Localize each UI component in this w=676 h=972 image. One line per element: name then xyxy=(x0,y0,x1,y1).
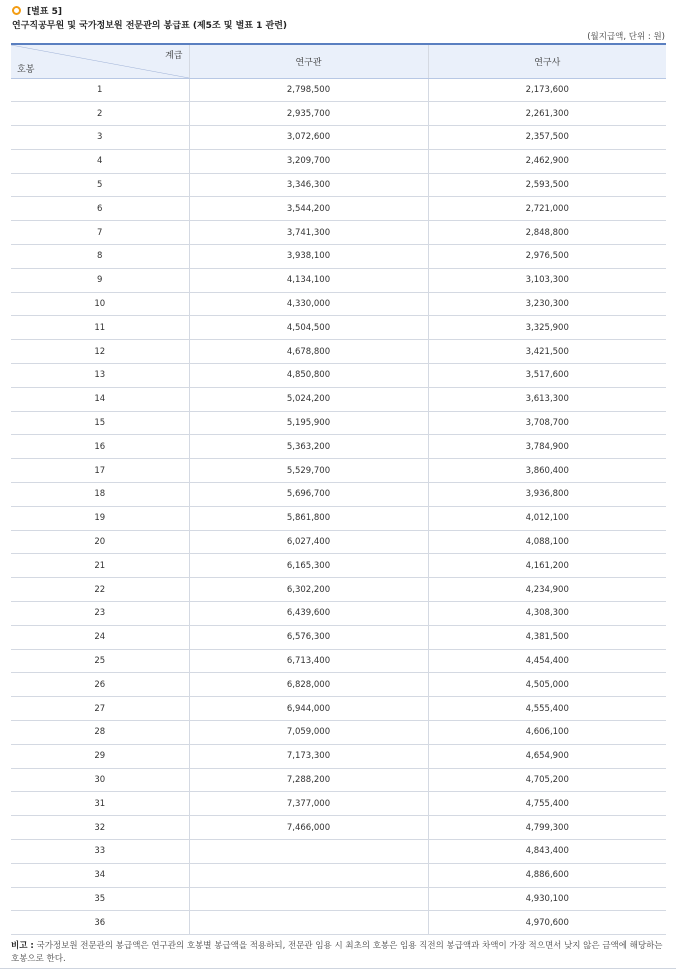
researcher-salary-cell: 2,357,500 xyxy=(428,126,666,150)
step-cell: 27 xyxy=(11,697,189,721)
researcher-salary-cell: 4,755,400 xyxy=(428,792,666,816)
senior-salary-cell xyxy=(189,911,428,935)
step-cell: 17 xyxy=(11,459,189,483)
researcher-salary-cell: 2,261,300 xyxy=(428,102,666,126)
table-row xyxy=(11,840,666,864)
researcher-salary-cell: 4,970,600 xyxy=(428,911,666,935)
table-row xyxy=(11,816,666,840)
researcher-salary-cell: 4,088,100 xyxy=(428,530,666,554)
table-row xyxy=(11,673,666,697)
researcher-salary-cell: 3,230,300 xyxy=(428,292,666,316)
senior-salary-cell: 5,363,200 xyxy=(189,435,428,459)
senior-salary-cell: 7,059,000 xyxy=(189,721,428,745)
researcher-salary-cell: 3,103,300 xyxy=(428,268,666,292)
researcher-salary-cell: 4,705,200 xyxy=(428,768,666,792)
table-row xyxy=(11,768,666,792)
step-cell: 14 xyxy=(11,387,189,411)
researcher-salary-cell: 2,593,500 xyxy=(428,173,666,197)
step-cell: 8 xyxy=(11,245,189,269)
appendix-label: [별표 5] xyxy=(27,6,63,17)
step-cell: 19 xyxy=(11,506,189,530)
title-row xyxy=(12,4,662,16)
table-row xyxy=(11,268,666,292)
senior-salary-cell xyxy=(189,887,428,911)
table-row xyxy=(11,221,666,245)
researcher-salary-cell: 3,517,600 xyxy=(428,364,666,388)
step-cell: 21 xyxy=(11,554,189,578)
table-row xyxy=(11,245,666,269)
step-cell: 3 xyxy=(11,126,189,150)
title-block xyxy=(12,4,662,32)
table-row xyxy=(11,792,666,816)
senior-salary-cell: 6,165,300 xyxy=(189,554,428,578)
senior-salary-cell: 7,377,000 xyxy=(189,792,428,816)
table-body xyxy=(11,78,666,935)
table-row xyxy=(11,911,666,935)
senior-salary-cell: 7,466,000 xyxy=(189,816,428,840)
researcher-salary-cell: 3,784,900 xyxy=(428,435,666,459)
senior-salary-cell: 4,850,800 xyxy=(189,364,428,388)
table-row xyxy=(11,649,666,673)
step-cell: 20 xyxy=(11,530,189,554)
step-cell: 11 xyxy=(11,316,189,340)
table-row xyxy=(11,78,666,102)
step-cell: 26 xyxy=(11,673,189,697)
researcher-salary-cell: 3,708,700 xyxy=(428,411,666,435)
senior-salary-cell: 3,209,700 xyxy=(189,149,428,173)
step-cell: 35 xyxy=(11,887,189,911)
table-row xyxy=(11,459,666,483)
senior-salary-cell xyxy=(189,863,428,887)
researcher-salary-cell: 4,843,400 xyxy=(428,840,666,864)
table-row xyxy=(11,578,666,602)
table-row xyxy=(11,554,666,578)
step-cell: 2 xyxy=(11,102,189,126)
senior-salary-cell: 3,938,100 xyxy=(189,245,428,269)
remark-note xyxy=(11,940,666,966)
circle-bullet-icon xyxy=(12,6,21,15)
step-cell: 7 xyxy=(11,221,189,245)
table-row xyxy=(11,173,666,197)
step-cell: 36 xyxy=(11,911,189,935)
step-cell: 15 xyxy=(11,411,189,435)
remark-label: 비고 : xyxy=(11,941,34,951)
table-row xyxy=(11,340,666,364)
step-cell: 4 xyxy=(11,149,189,173)
grade-header-label: 계급 xyxy=(165,51,183,61)
table-row xyxy=(11,625,666,649)
corner-header-cell xyxy=(11,44,189,78)
step-cell: 9 xyxy=(11,268,189,292)
column-header-researcher-senior: 연구관 xyxy=(189,44,428,78)
unit-note: (월지급액, 단위 : 원) xyxy=(587,32,665,42)
senior-salary-cell: 4,134,100 xyxy=(189,268,428,292)
researcher-salary-cell: 4,381,500 xyxy=(428,625,666,649)
step-cell: 25 xyxy=(11,649,189,673)
step-cell: 1 xyxy=(11,78,189,102)
researcher-salary-cell: 4,555,400 xyxy=(428,697,666,721)
senior-salary-cell: 7,173,300 xyxy=(189,744,428,768)
researcher-salary-cell: 2,976,500 xyxy=(428,245,666,269)
step-cell: 30 xyxy=(11,768,189,792)
researcher-salary-cell: 3,325,900 xyxy=(428,316,666,340)
table-row xyxy=(11,483,666,507)
table-title: 연구직공무원 및 국가정보원 전문관의 봉급표 (제5조 및 별표 1 관련) xyxy=(12,21,287,31)
researcher-salary-cell: 2,173,600 xyxy=(428,78,666,102)
senior-salary-cell: 5,696,700 xyxy=(189,483,428,507)
table-row xyxy=(11,697,666,721)
table-row xyxy=(11,387,666,411)
salary-table xyxy=(11,43,666,935)
bottom-divider xyxy=(0,968,676,969)
senior-salary-cell: 6,576,300 xyxy=(189,625,428,649)
senior-salary-cell: 5,861,800 xyxy=(189,506,428,530)
step-cell: 12 xyxy=(11,340,189,364)
researcher-salary-cell: 4,454,400 xyxy=(428,649,666,673)
senior-salary-cell: 6,713,400 xyxy=(189,649,428,673)
senior-salary-cell: 7,288,200 xyxy=(189,768,428,792)
researcher-salary-cell: 4,012,100 xyxy=(428,506,666,530)
senior-salary-cell: 6,302,200 xyxy=(189,578,428,602)
table-row xyxy=(11,744,666,768)
step-cell: 24 xyxy=(11,625,189,649)
researcher-salary-cell: 3,936,800 xyxy=(428,483,666,507)
researcher-salary-cell: 3,860,400 xyxy=(428,459,666,483)
column-header-researcher: 연구사 xyxy=(428,44,666,78)
researcher-salary-cell: 4,234,900 xyxy=(428,578,666,602)
researcher-salary-cell: 4,505,000 xyxy=(428,673,666,697)
table-row xyxy=(11,149,666,173)
step-cell: 10 xyxy=(11,292,189,316)
table-row xyxy=(11,364,666,388)
table-row xyxy=(11,435,666,459)
researcher-salary-cell: 3,421,500 xyxy=(428,340,666,364)
researcher-salary-cell: 4,308,300 xyxy=(428,602,666,626)
senior-salary-cell: 3,544,200 xyxy=(189,197,428,221)
researcher-salary-cell: 2,848,800 xyxy=(428,221,666,245)
senior-salary-cell: 5,529,700 xyxy=(189,459,428,483)
step-cell: 23 xyxy=(11,602,189,626)
researcher-salary-cell: 2,462,900 xyxy=(428,149,666,173)
step-cell: 32 xyxy=(11,816,189,840)
table-row xyxy=(11,506,666,530)
remark-text: 국가정보원 전문관의 봉급액은 연구관의 호봉별 봉급액을 적용하되, 전문관 임용 시 최초의 호봉은 임용 직전의 봉급액과 차액이 가장 적으면서 낮지 않은 금액에 해당하는 호봉으로 한다. xyxy=(11,941,663,964)
senior-salary-cell xyxy=(189,840,428,864)
step-header-label: 호봉 xyxy=(17,64,35,75)
researcher-salary-cell: 4,606,100 xyxy=(428,721,666,745)
table-row xyxy=(11,721,666,745)
researcher-salary-cell: 4,930,100 xyxy=(428,887,666,911)
table-row xyxy=(11,292,666,316)
senior-salary-cell: 4,330,000 xyxy=(189,292,428,316)
table-row xyxy=(11,863,666,887)
table-row xyxy=(11,411,666,435)
step-cell: 13 xyxy=(11,364,189,388)
table-row xyxy=(11,102,666,126)
senior-salary-cell: 4,504,500 xyxy=(189,316,428,340)
step-cell: 28 xyxy=(11,721,189,745)
table-row xyxy=(11,316,666,340)
step-cell: 18 xyxy=(11,483,189,507)
researcher-salary-cell: 4,799,300 xyxy=(428,816,666,840)
senior-salary-cell: 5,024,200 xyxy=(189,387,428,411)
researcher-salary-cell: 4,886,600 xyxy=(428,863,666,887)
step-cell: 22 xyxy=(11,578,189,602)
senior-salary-cell: 3,346,300 xyxy=(189,173,428,197)
table-row xyxy=(11,126,666,150)
researcher-salary-cell: 3,613,300 xyxy=(428,387,666,411)
senior-salary-cell: 2,935,700 xyxy=(189,102,428,126)
senior-salary-cell: 3,741,300 xyxy=(189,221,428,245)
senior-salary-cell: 4,678,800 xyxy=(189,340,428,364)
senior-salary-cell: 5,195,900 xyxy=(189,411,428,435)
table-row xyxy=(11,530,666,554)
table-row xyxy=(11,197,666,221)
step-cell: 33 xyxy=(11,840,189,864)
researcher-salary-cell: 4,161,200 xyxy=(428,554,666,578)
step-cell: 16 xyxy=(11,435,189,459)
researcher-salary-cell: 2,721,000 xyxy=(428,197,666,221)
step-cell: 34 xyxy=(11,863,189,887)
step-cell: 29 xyxy=(11,744,189,768)
researcher-salary-cell: 4,654,900 xyxy=(428,744,666,768)
table-header xyxy=(11,44,666,78)
table-row xyxy=(11,602,666,626)
senior-salary-cell: 2,798,500 xyxy=(189,78,428,102)
table-row xyxy=(11,887,666,911)
senior-salary-cell: 6,944,000 xyxy=(189,697,428,721)
senior-salary-cell: 6,439,600 xyxy=(189,602,428,626)
step-cell: 6 xyxy=(11,197,189,221)
senior-salary-cell: 6,828,000 xyxy=(189,673,428,697)
senior-salary-cell: 6,027,400 xyxy=(189,530,428,554)
step-cell: 5 xyxy=(11,173,189,197)
senior-salary-cell: 3,072,600 xyxy=(189,126,428,150)
step-cell: 31 xyxy=(11,792,189,816)
